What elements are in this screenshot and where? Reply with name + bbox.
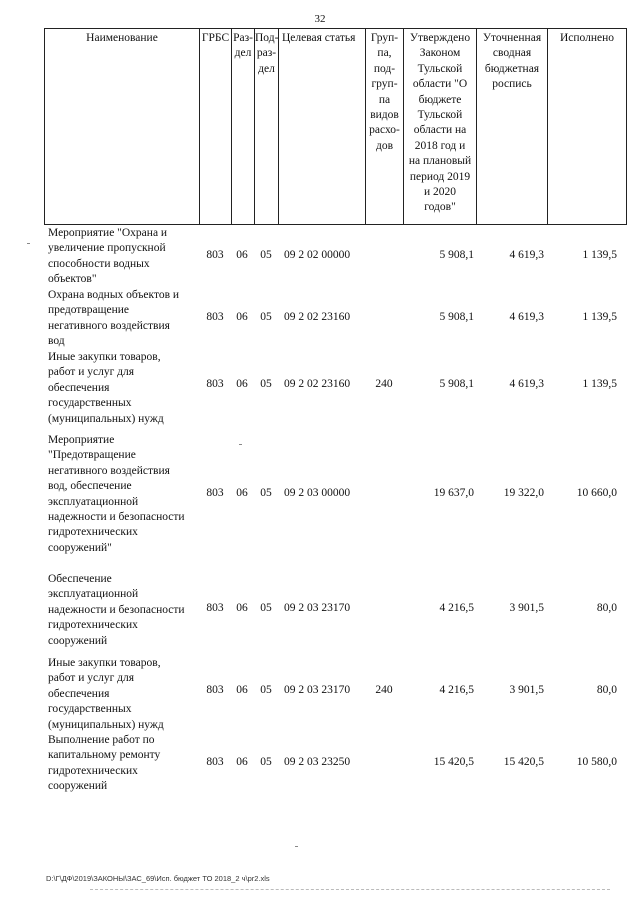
- header-utochnennaya: Уточненная сводная бюджетная роспись: [477, 29, 548, 225]
- cell-utochnennaya: 3 901,5: [509, 602, 544, 614]
- cell-celevaya: 09 2 03 23250: [284, 756, 351, 768]
- row-name: Выполнение работ по капитальному ремонту гидротехнических сооружений: [48, 734, 161, 793]
- page-number: 32: [314, 13, 326, 25]
- cell-podrazdel: 05: [260, 602, 272, 614]
- cell-gruppa: 240: [375, 378, 393, 390]
- scan-speck: [239, 444, 242, 445]
- cell-ispolneno: 10 660,0: [576, 487, 617, 499]
- cell-podrazdel: 05: [260, 756, 272, 768]
- header-utverzhdeno: Утверждено Законом Тульской области "О бюджете Тульской области на 2018 год и на плановый период 2019 и 2020 годов": [404, 29, 477, 225]
- cell-grbs: 803: [206, 602, 224, 614]
- cell-razdel: 06: [236, 378, 248, 390]
- cell-grbs: 803: [206, 311, 224, 323]
- scan-speck: [295, 846, 298, 847]
- cell-gruppa: 240: [375, 684, 393, 696]
- cell-utverzhdeno: 19 637,0: [433, 487, 474, 499]
- cell-utochnennaya: 15 420,5: [503, 756, 544, 768]
- cell-utverzhdeno: 4 216,5: [439, 684, 474, 696]
- header-razdel: Раз- дел: [232, 29, 255, 225]
- cell-utochnennaya: 4 619,3: [509, 311, 544, 323]
- footer-divider: [90, 889, 610, 890]
- row-name: Мероприятие "Предотвращение негативного воздействия вод, обеспечение эксплуатационной надежности и безопасности гидротехнических сооружений": [48, 434, 185, 554]
- cell-podrazdel: 05: [260, 378, 272, 390]
- cell-ispolneno: 80,0: [596, 602, 617, 614]
- cell-utochnennaya: 19 322,0: [503, 487, 544, 499]
- cell-razdel: 06: [236, 684, 248, 696]
- cell-ispolneno: 1 139,5: [582, 311, 617, 323]
- header-name: Наименование: [45, 29, 200, 225]
- cell-ispolneno: 1 139,5: [582, 378, 617, 390]
- cell-utverzhdeno: 5 908,1: [439, 311, 474, 323]
- header-ispolneno: Исполнено: [548, 29, 627, 225]
- header-podrazdel: Под- раз- дел: [255, 29, 279, 225]
- cell-grbs: 803: [206, 684, 224, 696]
- cell-utochnennaya: 3 901,5: [509, 684, 544, 696]
- row-name: Мероприятие "Охрана и увеличение пропускной способности водных объектов": [48, 227, 168, 286]
- table-header: [44, 28, 627, 225]
- row-name: Иные закупки товаров, работ и услуг для обеспечения государственных (муниципальных) нужд: [48, 351, 164, 425]
- cell-utverzhdeno: 5 908,1: [439, 378, 474, 390]
- cell-ispolneno: 80,0: [596, 684, 617, 696]
- cell-utochnennaya: 4 619,3: [509, 249, 544, 261]
- header-grbs: ГРБС: [200, 29, 232, 225]
- cell-celevaya: 09 2 02 23160: [284, 311, 351, 323]
- file-path-footer: D:\Г\ДФ\2019\ЗАКОНЫ\ЗАС_69\Исп. бюджет ТО 2018_2 ч\pr2.xls: [46, 874, 270, 883]
- cell-ispolneno: 10 580,0: [576, 756, 617, 768]
- cell-utochnennaya: 4 619,3: [509, 378, 544, 390]
- cell-ispolneno: 1 139,5: [582, 249, 617, 261]
- header-gruppa: Груп- па, под- груп- па видов расхо- дов: [366, 29, 404, 225]
- cell-grbs: 803: [206, 378, 224, 390]
- cell-razdel: 06: [236, 487, 248, 499]
- cell-celevaya: 09 2 02 23160: [284, 378, 351, 390]
- cell-grbs: 803: [206, 487, 224, 499]
- scan-speck: [27, 243, 30, 244]
- header-celevaya-statya: Целевая статья: [279, 29, 366, 225]
- cell-razdel: 06: [236, 249, 248, 261]
- cell-utverzhdeno: 5 908,1: [439, 249, 474, 261]
- cell-grbs: 803: [206, 756, 224, 768]
- row-name: Обеспечение эксплуатационной надежности и безопасности гидротехнических сооружений: [48, 573, 185, 647]
- cell-celevaya: 09 2 03 00000: [284, 487, 351, 499]
- cell-utverzhdeno: 4 216,5: [439, 602, 474, 614]
- cell-podrazdel: 05: [260, 311, 272, 323]
- cell-celevaya: 09 2 02 00000: [284, 249, 351, 261]
- cell-razdel: 06: [236, 756, 248, 768]
- cell-celevaya: 09 2 03 23170: [284, 684, 351, 696]
- cell-podrazdel: 05: [260, 249, 272, 261]
- cell-razdel: 06: [236, 311, 248, 323]
- row-name: Охрана водных объектов и предотвращение негативного воздействия вод: [48, 289, 180, 348]
- cell-podrazdel: 05: [260, 684, 272, 696]
- cell-utverzhdeno: 15 420,5: [433, 756, 474, 768]
- row-name: Иные закупки товаров, работ и услуг для обеспечения государственных (муниципальных) нужд: [48, 657, 164, 731]
- cell-podrazdel: 05: [260, 487, 272, 499]
- cell-celevaya: 09 2 03 23170: [284, 602, 351, 614]
- cell-grbs: 803: [206, 249, 224, 261]
- cell-razdel: 06: [236, 602, 248, 614]
